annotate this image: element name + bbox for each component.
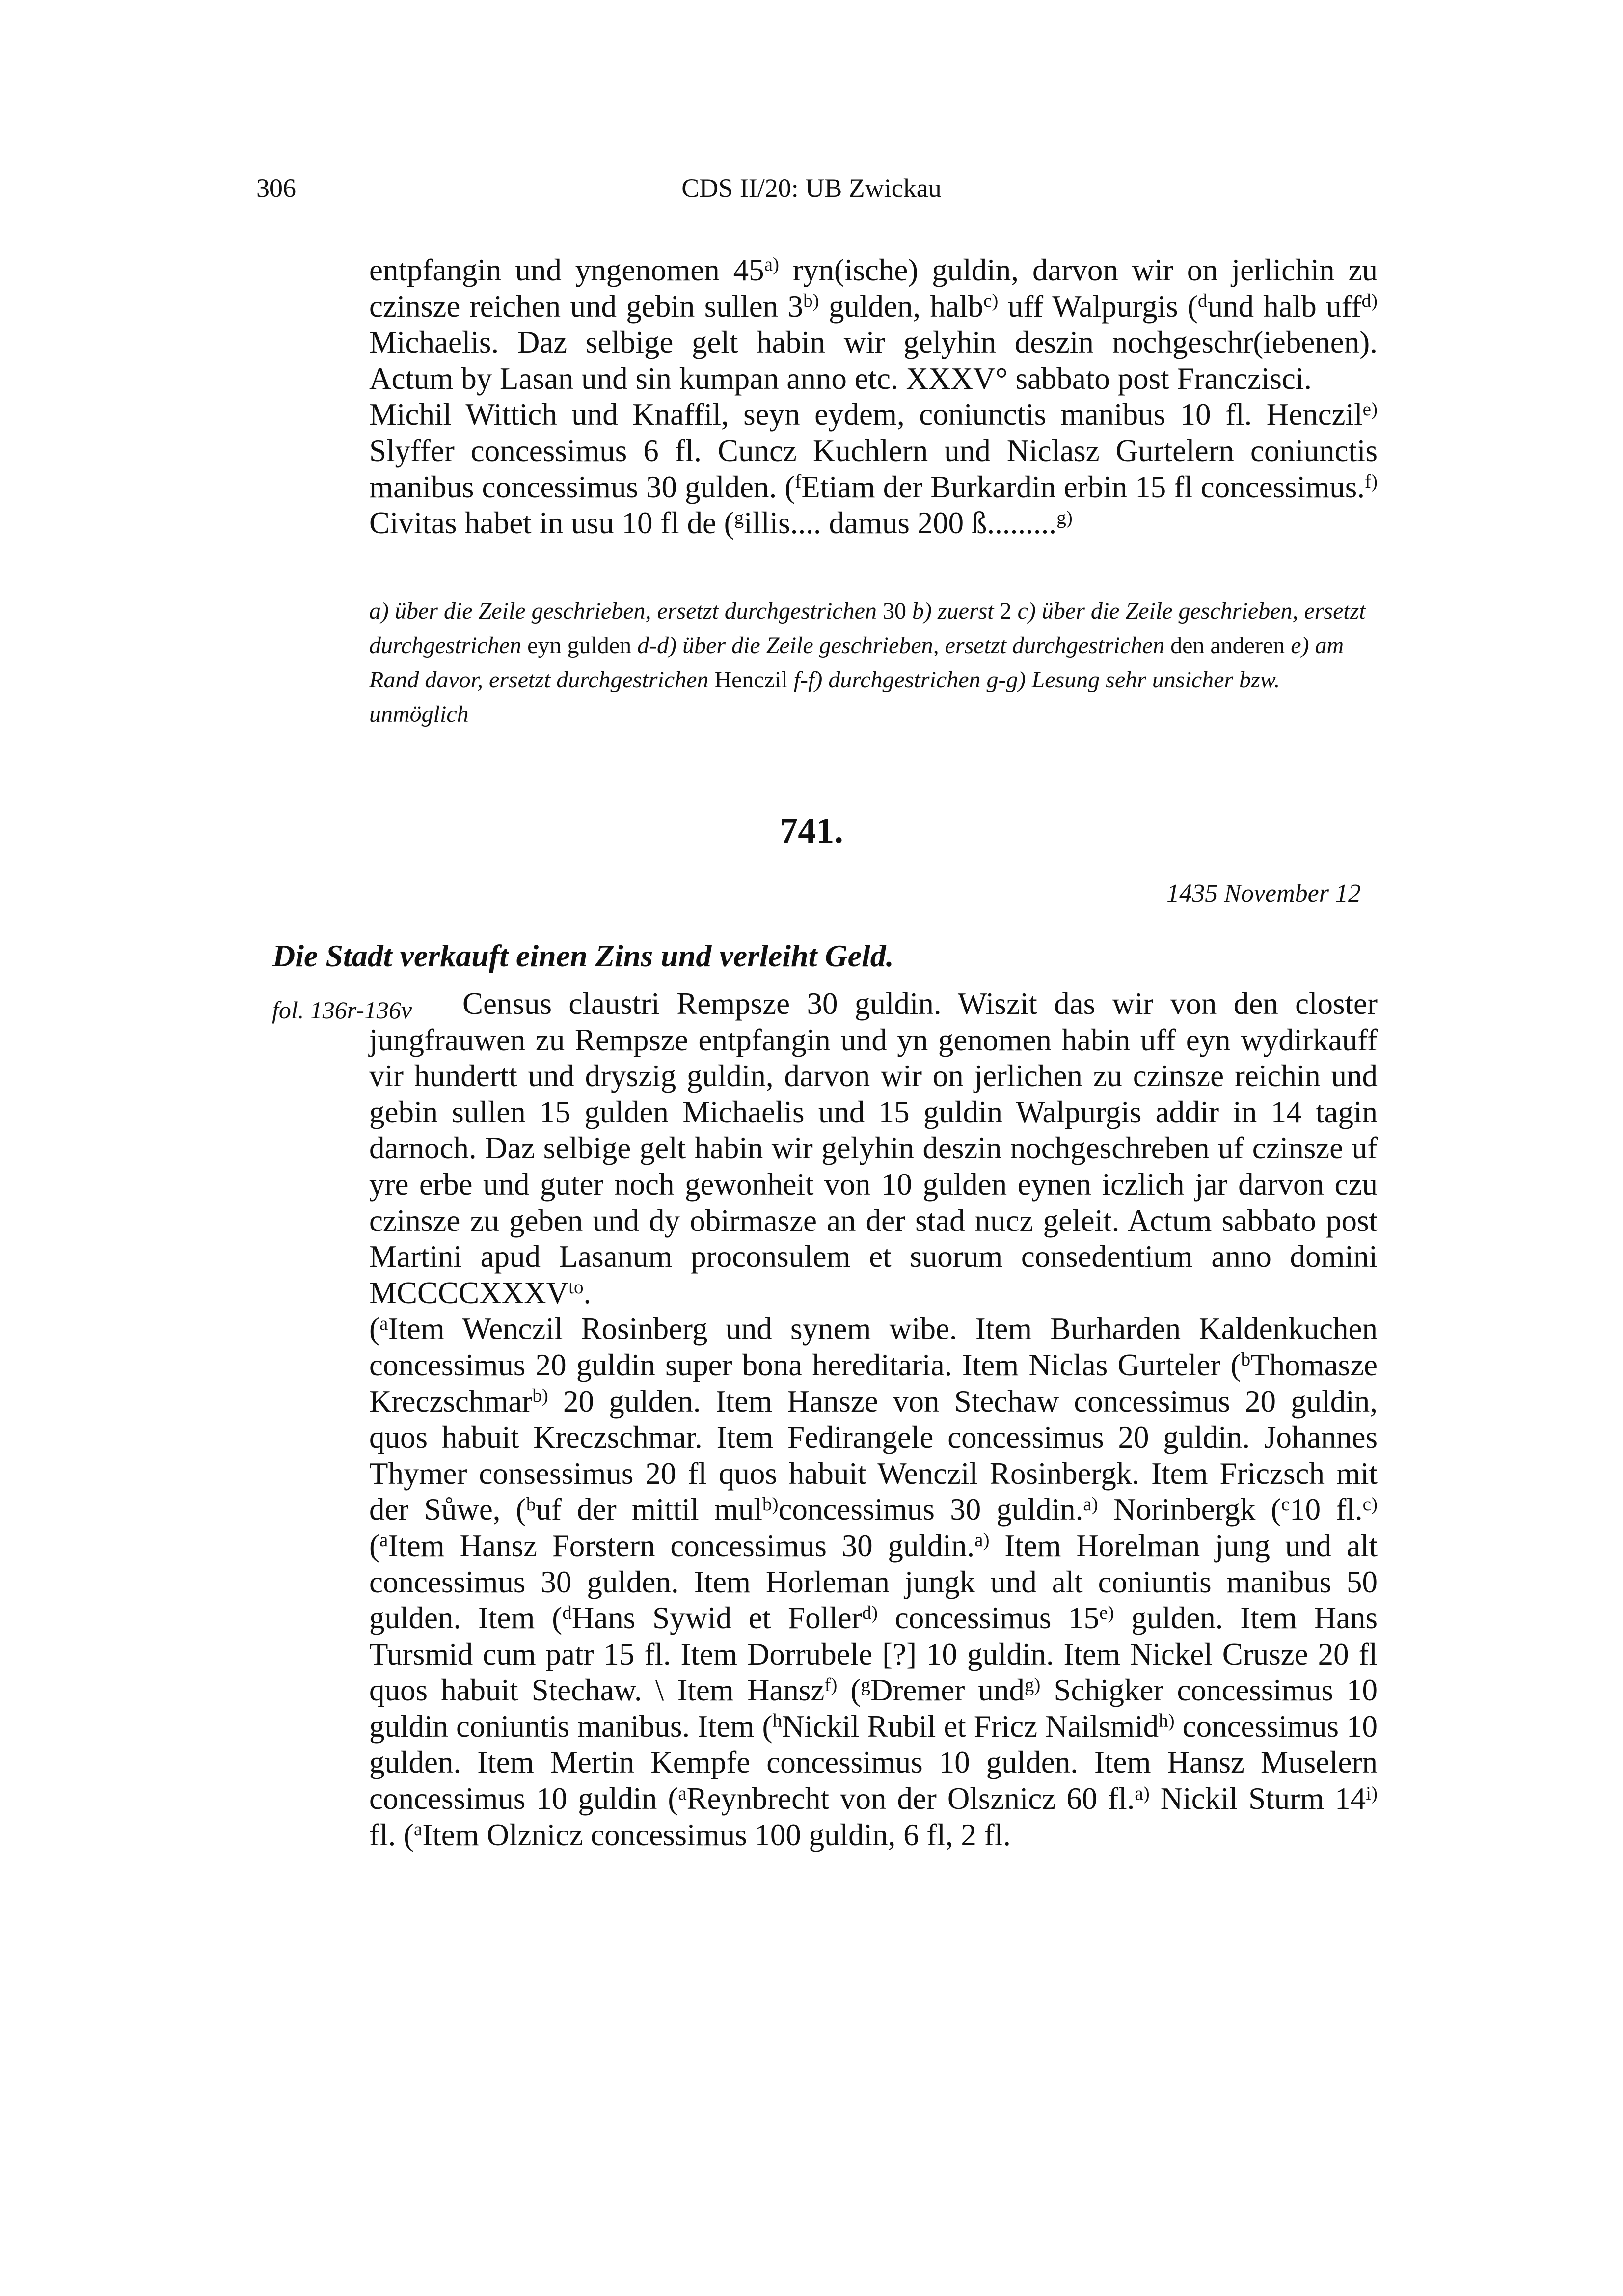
folio-reference: fol. 136r-136v: [272, 996, 412, 1024]
previous-entry-paragraph: entpfangin und yngenomen 45$^{a)}$ ryn(ische) guldin, darvon wir on jerlichin zu czinsze reichen und gebin sullen 3$^{b)}$ gulden, halb$^{c)}$ uff Walpurgis ($^d$und halb uff$^{d)}$ Michaelis. Daz selbige gelt habin wir gelyhin deszin nochgeschr(iebenen). Actum by Lasan und sin kumpan anno etc. XXXV° sabbato post Franczisci.: [369, 253, 1378, 396]
document-text: [369, 1022, 1378, 1854]
document-paragraph: jungfrauwen zu Rempsze entpfangin und yn genomen habin uff eyn wydirkauff vir hundertt und dryszig guldin, darvon wir on jerlichen zu czinsze reichin und gebin sullen 15 gulden Michaelis und 15 guldin Walpurgis addir in 14 tagin darnoch. Daz selbige gelt habin wir gelyhin deszin nochgeschreben uf czinsze uf yre erbe und guter noch gewonheit von 10 gulden eynen iczlich jar darvon czu czinsze zu geben und dy obirmasze an der stad nucz geleit. Actum sabbato post Martini apud Lasanum proconsulem et suorum consedentium anno domini $MCCCCXXXV^{to}$.: [369, 1022, 1378, 1310]
running-title: CDS II/20: UB Zwickau: [681, 173, 942, 203]
previous-entry-text: [369, 252, 1378, 542]
document-first-line: Census claustri Rempsze 30 guldin. Wiszit das wir von den closter: [462, 986, 1378, 1021]
document-heading: Die Stadt verkauft einen Zins und verleiht Geld.: [272, 938, 894, 973]
document-number: 741.: [780, 811, 843, 851]
previous-entry-footnotes: a) über die Zeile geschrieben, ersetzt durchgestrichen 30 b) zuerst 2 c) über die Zeile geschrieben, ersetzt durchgestrichen eyn gulden d-d) über die Zeile geschrieben, ersetzt durchgestrichen den anderen e) am Rand davor, ersetzt durchgestrichen Henczil f-f) durchgestrichen g-g) Lesung sehr unsicher bzw. unmöglich: [369, 598, 1366, 727]
document-date: 1435 November 12: [1166, 879, 1361, 907]
previous-entry-paragraph: Michil Wittich und Knaffil, seyn eydem, coniunctis manibus 10 fl. Henczil$^{e)}$ Slyffer concessimus 6 fl. Cuncz Kuchlern und Niclasz Gurtelern coniunctis manibus concessimus 30 gulden. ($^f$Etiam der Burkardin erbin 15 fl concessimus.$^{f)}$ Civitas habet in usu 10 fl de ($^g$illis.... damus 200 ß.........$^{g)}$: [369, 397, 1378, 541]
page-number: 306: [256, 173, 296, 203]
document-paragraph: ($^a$Item Wenczil Rosinberg und synem wibe. Item Burharden Kaldenkuchen concessimus 20 guldin super bona hereditaria. Item Niclas Gurteler ($^b$Thomasze Kreczschmar$^{b)}$ 20 gulden. Item Hansze von Stechaw concessimus 20 guldin, quos habuit Kreczschmar. Item Fedirangele concessimus 20 guldin. Johannes Thymer consessimus 20 fl quos habuit Wenczil Rosinbergk. Item Friczsch mit der Sůwe, ($^b$uf der mittil mul$^{b)}$concessimus 30 guldin.$^{a)}$ Norinbergk ($^c$10 fl.$^{c)}$ ($^a$Item Hansz Forstern concessimus 30 guldin.$^{a)}$ Item Horelman jung und alt concessimus 30 gulden. Item Horleman jungk und alt coniuntis manibus 50 gulden. Item ($^d$Hans Sywid et Foller$^{d)}$ concessimus 15$^{e)}$ gulden. Item Hans Tursmid cum patr 15 fl. Item Dorrubele [?] 10 guldin. Item Nickel Crusze 20 fl quos habuit Stechaw. \ Item Hansz$^{f)}$ ($^g$Dremer und$^{g)}$ Schigker concessimus 10 guldin coniuntis manibus. Item ($^h$Nickil Rubil et Fricz Nailsmid$^{h)}$ concessimus 10 gulden. Item Mertin Kempfe concessimus 10 gulden. Item Hansz Muselern concessimus 10 guldin ($^a$Reynbrecht von der Olsznicz 60 fl.$^{a)}$ Nickil Sturm 14$^{i)}$ fl. ($^a$Item Olznicz concessimus 100 guldin, 6 fl, 2 fl.: [369, 1312, 1378, 1852]
